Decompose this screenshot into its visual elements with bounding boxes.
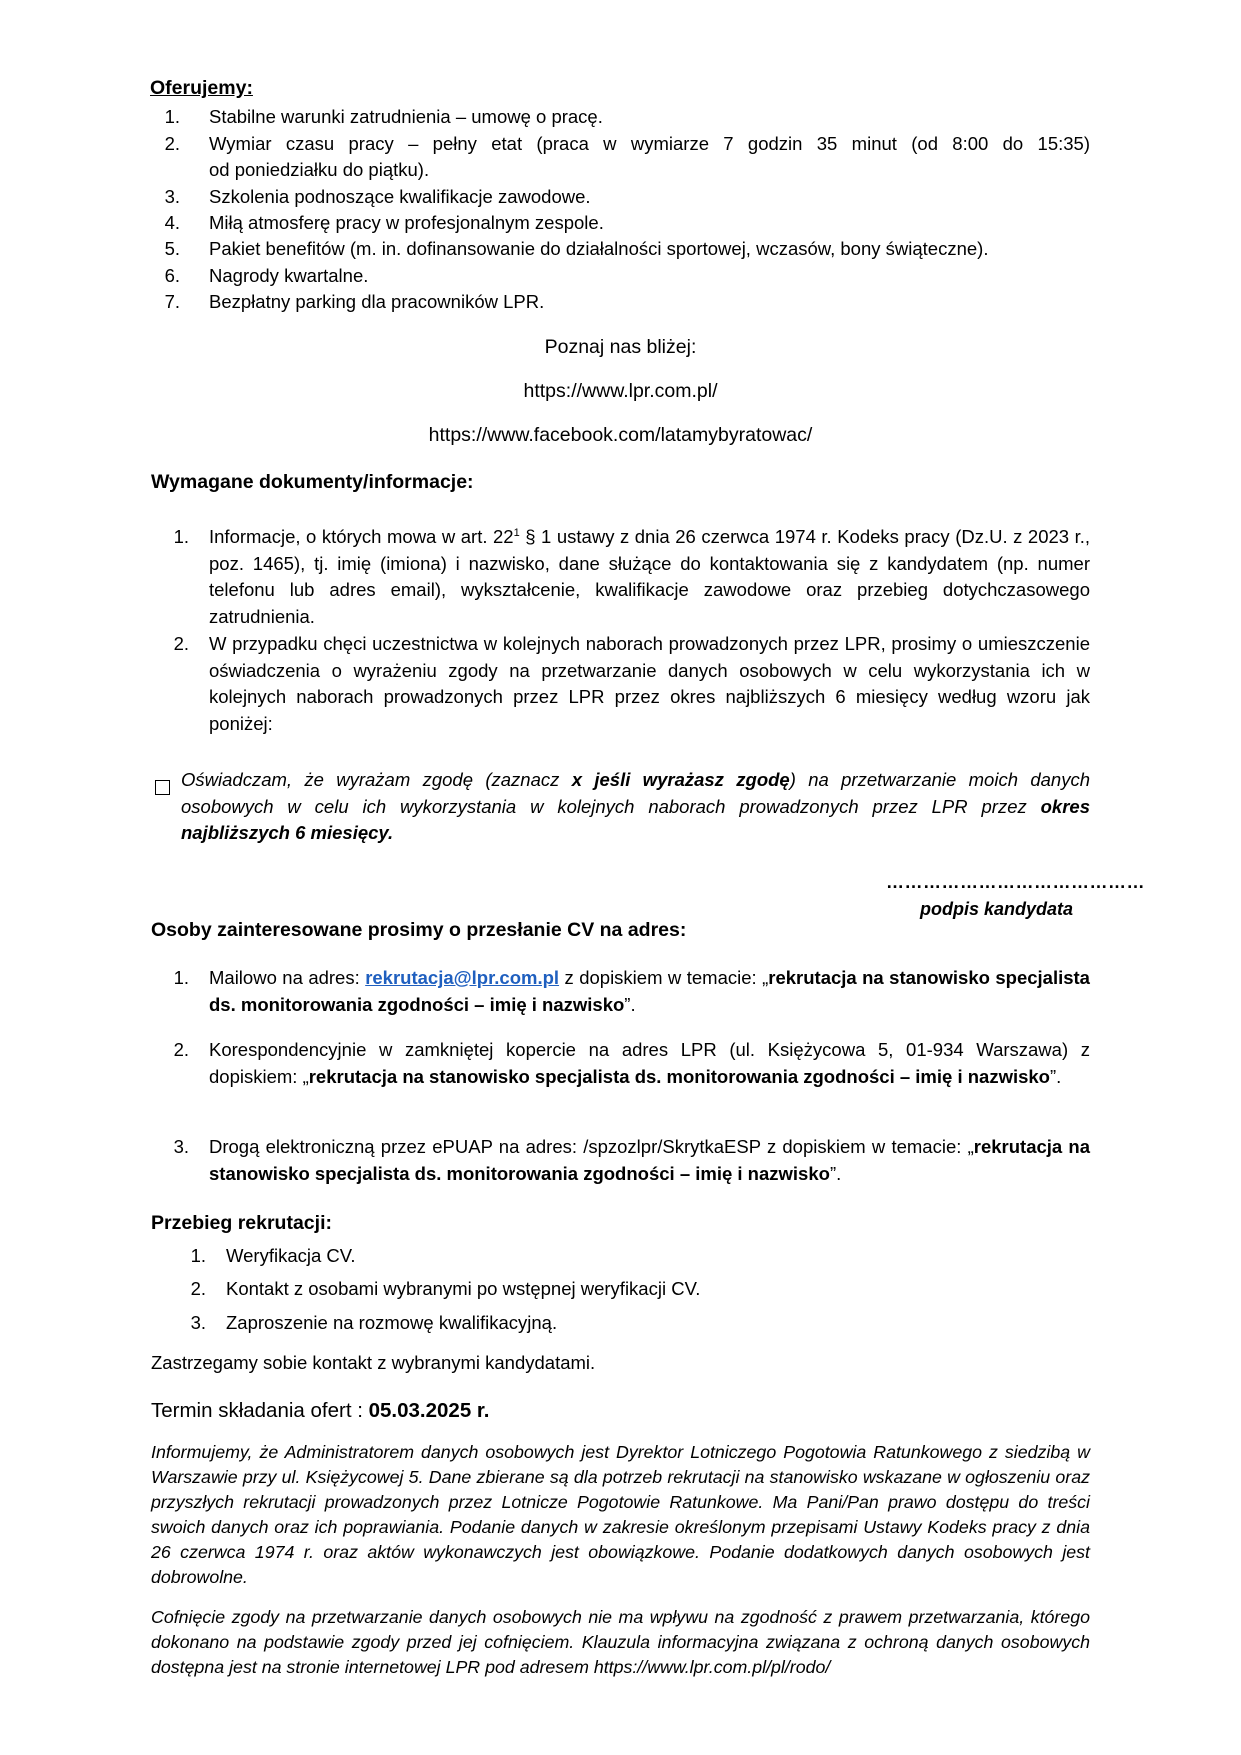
documents-item-number: 1. bbox=[173, 526, 189, 547]
facebook-link[interactable]: https://www.facebook.com/latamybyratowac/ bbox=[428, 424, 813, 446]
offer-item-continuation: od poniedziałku do piątku). bbox=[209, 159, 430, 180]
apply-item-number: 1. bbox=[173, 967, 189, 988]
offer-item: Wymiar czasu pracy – pełny etat (praca w wymiarze 7 godzin 35 minut (od 8:00 do 15:35) bbox=[209, 133, 1090, 154]
apply-item-number: 3. bbox=[173, 1136, 189, 1157]
documents-item: Informacje, o których mowa w art. $22^1$ § 1 ustawy z dnia 26 czerwca 1974 r. Kodeks pracy (Dz.U. z 2023 r., poz. 1465), tj. imię (imiona) i nazwisko, dane służące do kontaktowania się z kandydatem (np. numer telefonu lub adres email), wykształcenie, kwalifikacje zawodowe oraz przebieg dotychczasowego zatrudnienia. bbox=[209, 526, 1090, 627]
process-item: Weryfikacja CV. bbox=[226, 1245, 356, 1266]
signature-line: …………………………………… bbox=[886, 872, 1145, 892]
offer-item: Pakiet benefitów (m. in. dofinansowanie do działalności sportowej, wczasów, bony świąteczne). bbox=[209, 238, 989, 259]
process-item: Kontakt z osobami wybranymi po wstępnej weryfikacji CV. bbox=[226, 1278, 701, 1299]
offer-item-number: 3. bbox=[164, 186, 180, 207]
offer-item-number: 5. bbox=[164, 238, 180, 259]
apply-heading: Osoby zainteresowane prosimy o przesłanie CV na adres: bbox=[151, 919, 687, 941]
process-item-number: 2. bbox=[190, 1278, 206, 1299]
apply-item-email: Mailowo na adres: rekrutacja@lpr.com.pl z dopiskiem w temacie: „rekrutacja na stanowisko specjalista ds. monitorowania zgodności – imię i nazwisko”. bbox=[209, 967, 1090, 1015]
consent-checkbox[interactable] bbox=[155, 780, 170, 795]
offer-item: Miłą atmosferę pracy w profesjonalnym zespole. bbox=[209, 212, 604, 233]
process-note: Zastrzegamy sobie kontakt z wybranymi kandydatami. bbox=[151, 1352, 596, 1373]
signature-label: podpis kandydata bbox=[920, 899, 1074, 919]
documents-item: W przypadku chęci uczestnictwa w kolejnych naborach prowadzonych przez LPR, prosimy o umieszczenie oświadczenia o wyrażeniu zgody na przetwarzanie danych osobowych w celu wykorzystania ich w kolejnych naborach prowadzonych przez LPR przez okres najbliższych 6 miesięcy według wzoru jak poniżej: bbox=[209, 633, 1090, 734]
website-link[interactable]: https://www.lpr.com.pl/ bbox=[523, 380, 718, 402]
documents-heading: Wymagane dokumenty/informacje: bbox=[151, 471, 474, 493]
offer-item: Nagrody kwartalne. bbox=[209, 265, 369, 286]
apply-item-epuap: Drogą elektroniczną przez ePUAP na adres: /spzozlpr/SkrytkaESP z dopiskiem w temacie: „rekrutacja na stanowisko specjalista ds. monitorowania zgodności – imię i nazwisko”. bbox=[209, 1136, 1090, 1184]
gdpr-notice: Informujemy, że Administratorem danych osobowych jest Dyrektor Lotniczego Pogotowia Ratunkowego z siedzibą w Warszawie przy ul. Księżycowej 5. Dane zbierane są dla potrzeb rekrutacji na stanowisko wskazane w ogłoszeniu oraz przyszłych rekrutacji prowadzonych przez Lotnicze Pogotowie Ratunkowe. Ma Pani/Pan prawo dostępu do treści swoich danych oraz ich poprawiania. Podanie danych w zakresie określonym przepisami Ustawy Kodeks pracy z dnia 26 czerwca 1974 r. oraz aktów wykonawczych jest obowiązkowe. Podanie dodatkowych danych osobowych jest dobrowolne. bbox=[151, 1442, 1090, 1587]
offer-heading: Oferujemy: bbox=[150, 77, 253, 99]
deadline: Termin składania ofert : 05.03.2025 r. bbox=[151, 1399, 490, 1422]
offer-item-number: 6. bbox=[164, 265, 180, 286]
documents-item-number: 2. bbox=[173, 633, 189, 654]
process-item-number: 1. bbox=[190, 1245, 206, 1266]
process-heading: Przebieg rekrutacji: bbox=[151, 1212, 332, 1234]
process-item-number: 3. bbox=[190, 1312, 206, 1333]
process-item: Zaproszenie na rozmowę kwalifikacyjną. bbox=[226, 1312, 558, 1333]
offer-item-number: 2. bbox=[164, 133, 180, 154]
gdpr-withdrawal-notice: Cofnięcie zgody na przetwarzanie danych osobowych nie ma wpływu na zgodność z prawem przetwarzania, którego dokonano na podstawie zgody przed jej cofnięciem. Klauzula informacyjna związana z ochroną danych osobowych dostępna jest na stronie internetowej LPR pod adresem https://www.lpr.com.pl/pl/rodo/ bbox=[151, 1607, 1090, 1677]
consent-statement: Oświadczam, że wyrażam zgodę (zaznacz x jeśli wyrażasz zgodę) na przetwarzanie moich danych osobowych w celu ich wykorzystania w kolejnych naborach prowadzonych przez LPR przez okres najbliższych 6 miesięcy. bbox=[181, 769, 1090, 843]
apply-item-mail: Korespondencyjnie w zamkniętej kopercie na adres LPR (ul. Księżycowa 5, 01-934 Warszawa) z dopiskiem: „rekrutacja na stanowisko specjalista ds. monitorowania zgodności – imię i nazwisko”. bbox=[209, 1039, 1090, 1087]
offer-item-number: 1. bbox=[164, 106, 180, 127]
links-intro: Poznaj nas bliżej: bbox=[544, 336, 697, 358]
offer-item: Stabilne warunki zatrudnienia – umowę o pracę. bbox=[209, 106, 603, 127]
offer-item-number: 7. bbox=[164, 291, 180, 312]
offer-item-number: 4. bbox=[164, 212, 180, 233]
apply-item-number: 2. bbox=[173, 1039, 189, 1060]
offer-item: Szkolenia podnoszące kwalifikacje zawodowe. bbox=[209, 186, 591, 207]
email-link[interactable]: rekrutacja@lpr.com.pl bbox=[365, 967, 560, 988]
offer-item: Bezpłatny parking dla pracowników LPR. bbox=[209, 291, 545, 312]
deadline-date: 05.03.2025 r. bbox=[368, 1399, 490, 1422]
